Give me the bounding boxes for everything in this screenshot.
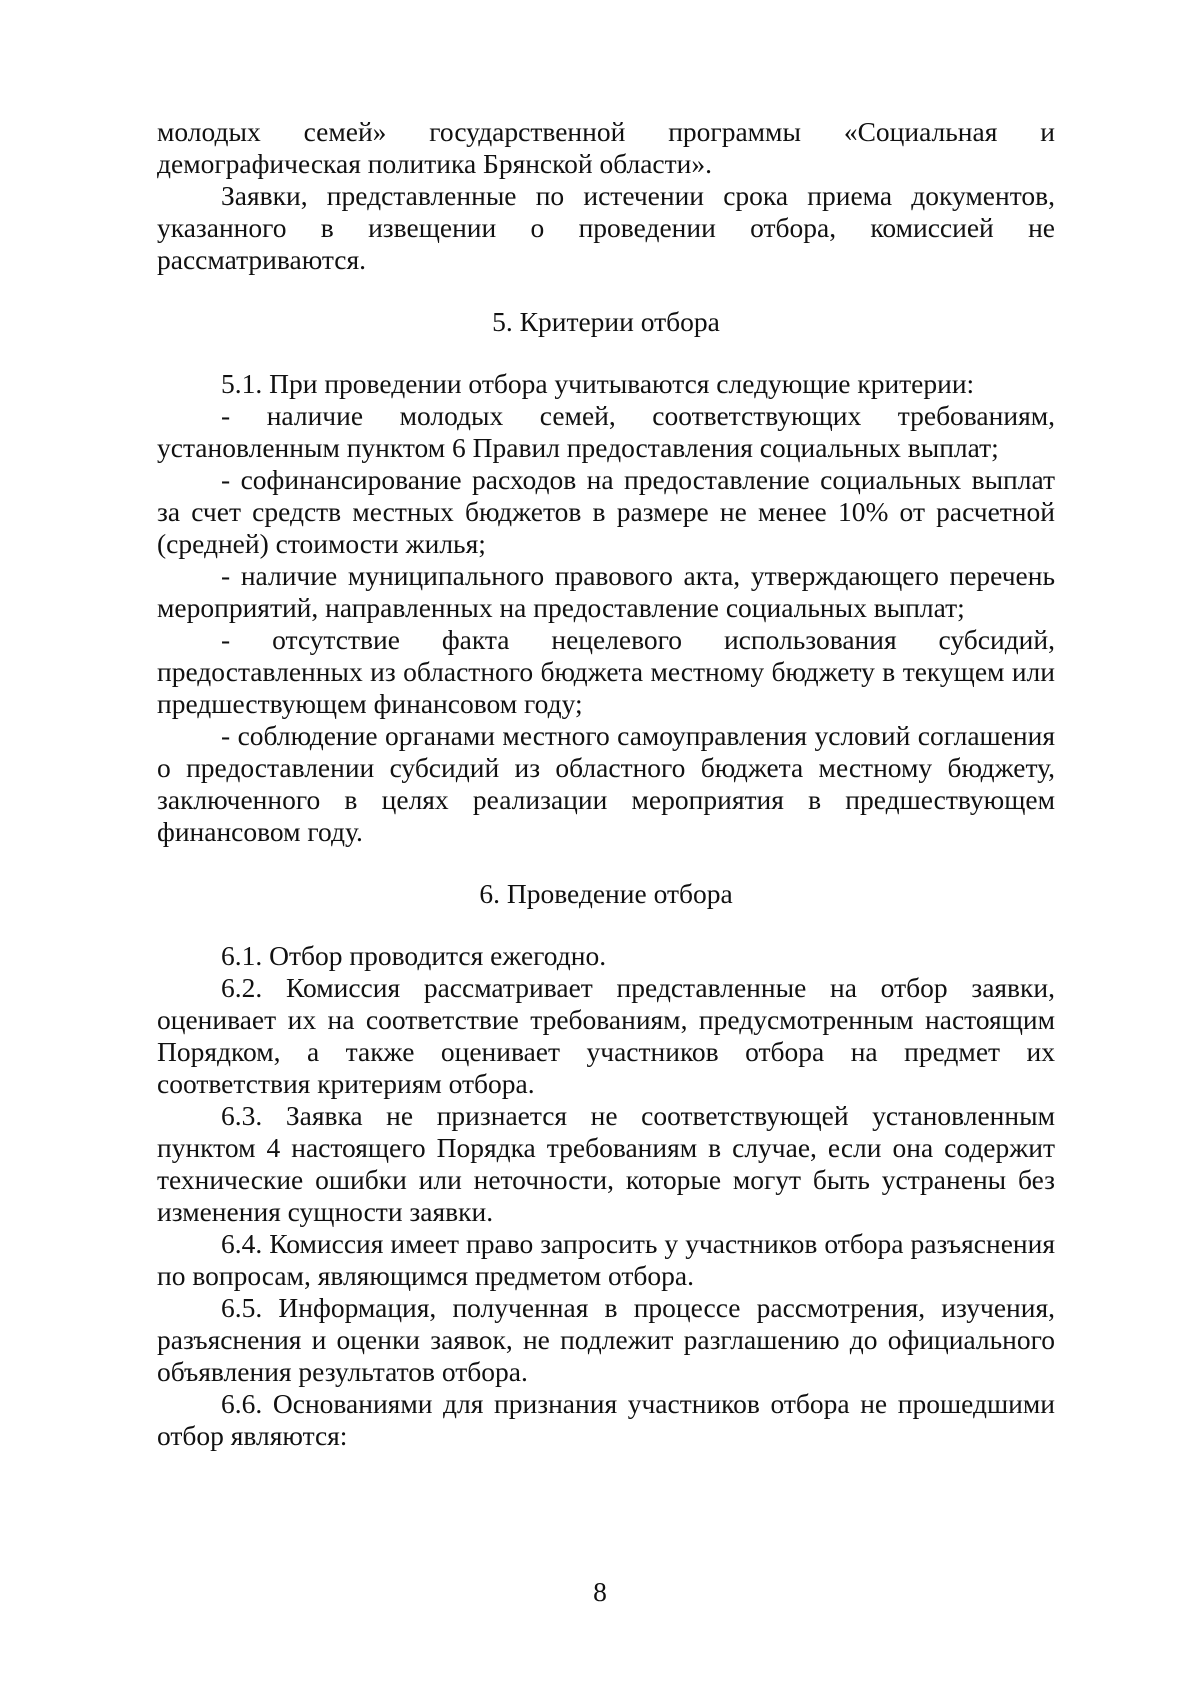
paragraph: 6.1. Отбор проводится ежегодно. (221, 940, 607, 971)
paragraph: - отсутствие факта нецелевого использования субсидий, предоставленных из областного бюджета местному бюджету в текущем или предшествующем финансовом году; (157, 624, 1055, 719)
paragraph: 6.2. Комиссия рассматривает представленные на отбор заявки, оценивает их на соответствие требованиям, предусмотренным настоящим Порядком, а также оценивает участников отбора на предмет их соответствия критериям отбора. (157, 972, 1055, 1099)
section-heading: 6. Проведение отбора (479, 878, 733, 909)
paragraph: - софинансирование расходов на предоставление социальных выплат за счет средств местных бюджетов в размере не менее 10% от расчетной (средней) стоимости жилья; (157, 464, 1055, 559)
paragraph: молодых семей» государственной программы «Социальная и демографическая политика Брянской области». (157, 116, 1055, 179)
paragraph: 6.3. Заявка не признается не соответствующей установленным пунктом 4 настоящего Порядка требованиям в случае, если она содержит технические ошибки или неточности, которые могут быть устранены без изменения сущности заявки. (157, 1100, 1055, 1227)
paragraph: 6.4. Комиссия имеет право запросить у участников отбора разъяснения по вопросам, являющимся предметом отбора. (157, 1228, 1055, 1291)
paragraph: - соблюдение органами местного самоуправления условий соглашения о предоставлении субсидий из областного бюджета местному бюджету, заключенного в целях реализации мероприятия в предшествующем финансовом году. (157, 720, 1055, 847)
paragraph: - наличие муниципального правового акта, утверждающего перечень мероприятий, направленных на предоставление социальных выплат; (157, 560, 1055, 623)
paragraph: - наличие молодых семей, соответствующих требованиям, установленным пунктом 6 Правил предоставления социальных выплат; (157, 400, 1055, 463)
paragraph: 6.6. Основаниями для признания участников отбора не прошедшими отбор являются: (157, 1388, 1055, 1451)
paragraph: Заявки, представленные по истечении срока приема документов, указанного в извещении о проведении отбора, комиссией не рассматриваются. (157, 180, 1055, 275)
document-body (157, 116, 1055, 1452)
paragraph: 5.1. При проведении отбора учитываются следующие критерии: (221, 368, 975, 399)
section-heading: 5. Критерии отбора (492, 306, 720, 337)
paragraph: 6.5. Информация, полученная в процессе рассмотрения, изучения, разъяснения и оценки заявок, не подлежит разглашению до официального объявления результатов отбора. (157, 1292, 1055, 1387)
page-number: 8 (593, 1576, 607, 1607)
